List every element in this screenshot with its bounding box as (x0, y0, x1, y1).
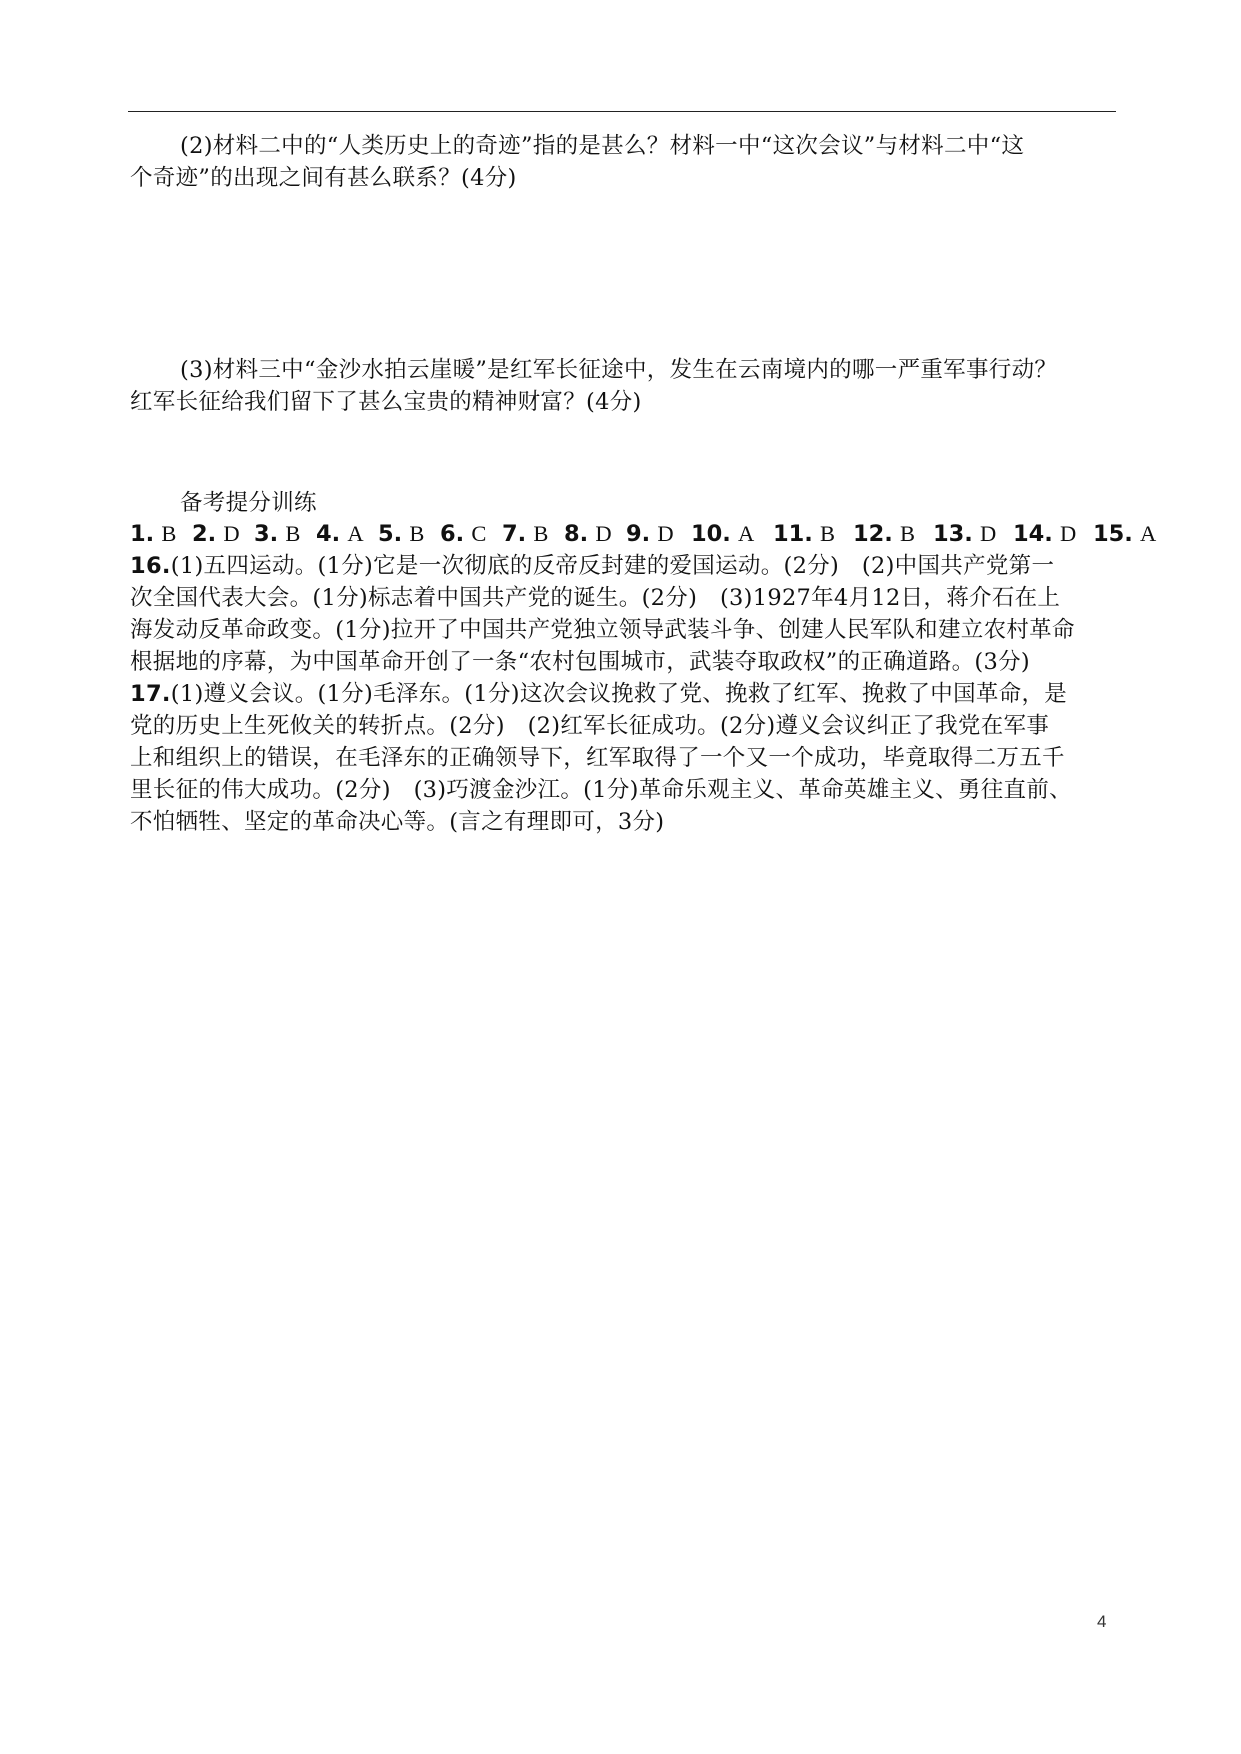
choice-answer-number: 8. (564, 521, 589, 547)
choice-answer-value: C (471, 521, 487, 546)
choice-answer (1093, 519, 1163, 549)
choice-answer-value: D (657, 521, 674, 546)
choice-answer-number: 2. (192, 521, 217, 547)
choice-answer-number: 9. (626, 521, 651, 547)
choice-answer (316, 519, 378, 549)
choice-answer-number: 15. (1093, 521, 1133, 547)
choice-answer (502, 519, 564, 549)
answer-16-text-1: (1)五四运动。(1分)它是一次彻底的反帝反封建的爱国运动。(2分) (2)中国共产党第一 (170, 553, 1055, 579)
choice-answer-number: 3. (254, 521, 279, 547)
choice-answer-value: B (409, 521, 425, 546)
choice-answer (378, 519, 440, 549)
choice-answer (1013, 519, 1093, 549)
choice-answer-number: 14. (1013, 521, 1053, 547)
choice-answer (626, 519, 691, 549)
answer-16-line-1 (130, 551, 1054, 581)
choice-answer-number: 13. (933, 521, 973, 547)
choice-answer-number: 4. (316, 521, 341, 547)
choice-answer (853, 519, 933, 549)
question-3-line-1: (3)材料三中“金沙水拍云崖暖”是红军长征途中，发生在云南境内的哪一严重军事行动？ (180, 357, 1058, 383)
choice-answer (933, 519, 1013, 549)
answer-16-line-4: 根据地的序幕，为中国革命开创了一条“农村包围城市，武装夺取政权”的正确道路。(3分) (130, 649, 1030, 675)
choice-answer-value: D (1060, 521, 1077, 546)
choice-answer-number: 10. (691, 521, 731, 547)
choice-answer-number: 11. (773, 521, 813, 547)
answer-17-line-1 (130, 679, 1067, 709)
choice-answer-value: A (738, 521, 755, 546)
question-3-line-2: 红军长征给我们留下了甚么宝贵的精神财富？(4分) (130, 389, 642, 415)
choice-answer (130, 519, 192, 549)
question-2-line-2: 个奇迹”的出现之间有甚么联系？(4分) (130, 165, 517, 191)
choice-answer-value: D (223, 521, 240, 546)
answer-17-line-5: 不怕牺牲、坚定的革命决心等。(言之有理即可，3分) (130, 809, 665, 835)
choice-answer (773, 519, 853, 549)
choice-answer-number: 5. (378, 521, 403, 547)
answer-17-number: 17. (130, 681, 171, 707)
choice-answer (564, 519, 626, 549)
choice-answer (192, 519, 254, 549)
choice-answer-value: B (820, 521, 836, 546)
choice-answer-number: 1. (130, 521, 155, 547)
choice-answer-value: D (980, 521, 997, 546)
choice-answers-line (130, 519, 1163, 549)
answer-17-line-3: 上和组织上的错误，在毛泽东的正确领导下，红军取得了一个又一个成功，毕竟取得二万五千 (130, 745, 1065, 771)
choice-answer-number: 12. (853, 521, 893, 547)
choice-answer-value: B (285, 521, 301, 546)
answer-17-line-2: 党的历史上生死攸关的转折点。(2分) (2)红军长征成功。(2分)遵义会议纠正了我党在军事 (130, 713, 1050, 739)
section-title: 备考提分训练 (180, 490, 317, 516)
choice-answer-value: A (347, 521, 364, 546)
answer-16-number: 16. (130, 553, 171, 579)
question-2-line-1: (2)材料二中的“人类历史上的奇迹”指的是甚么？材料一中“这次会议”与材料二中“这 (180, 133, 1025, 159)
answer-17-text-1: (1)遵义会议。(1分)毛泽东。(1分)这次会议挽救了党、挽救了红军、挽救了中国革命，是 (170, 681, 1068, 707)
choice-answer (440, 519, 502, 549)
choice-answer-value: B (533, 521, 549, 546)
choice-answer-number: 7. (502, 521, 527, 547)
choice-answer (691, 519, 773, 549)
choice-answer-value: B (900, 521, 916, 546)
choice-answer-value: B (161, 521, 177, 546)
header-rule (128, 111, 1116, 112)
page-number: 4 (1097, 1612, 1107, 1631)
choice-answer-number: 6. (440, 521, 465, 547)
choice-answer (254, 519, 316, 549)
choice-answer-value: D (595, 521, 612, 546)
answer-16-line-2: 次全国代表大会。(1分)标志着中国共产党的诞生。(2分) (3)1927年4月12日，蒋介石在上 (130, 585, 1061, 611)
answer-16-line-3: 海发动反革命政变。(1分)拉开了中国共产党独立领导武装斗争、创建人民军队和建立农村革命 (130, 617, 1075, 643)
answer-17-line-4: 里长征的伟大成功。(2分) (3)巧渡金沙江。(1分)革命乐观主义、革命英雄主义、勇往直前、 (130, 777, 1072, 803)
choice-answer-value: A (1140, 521, 1157, 546)
